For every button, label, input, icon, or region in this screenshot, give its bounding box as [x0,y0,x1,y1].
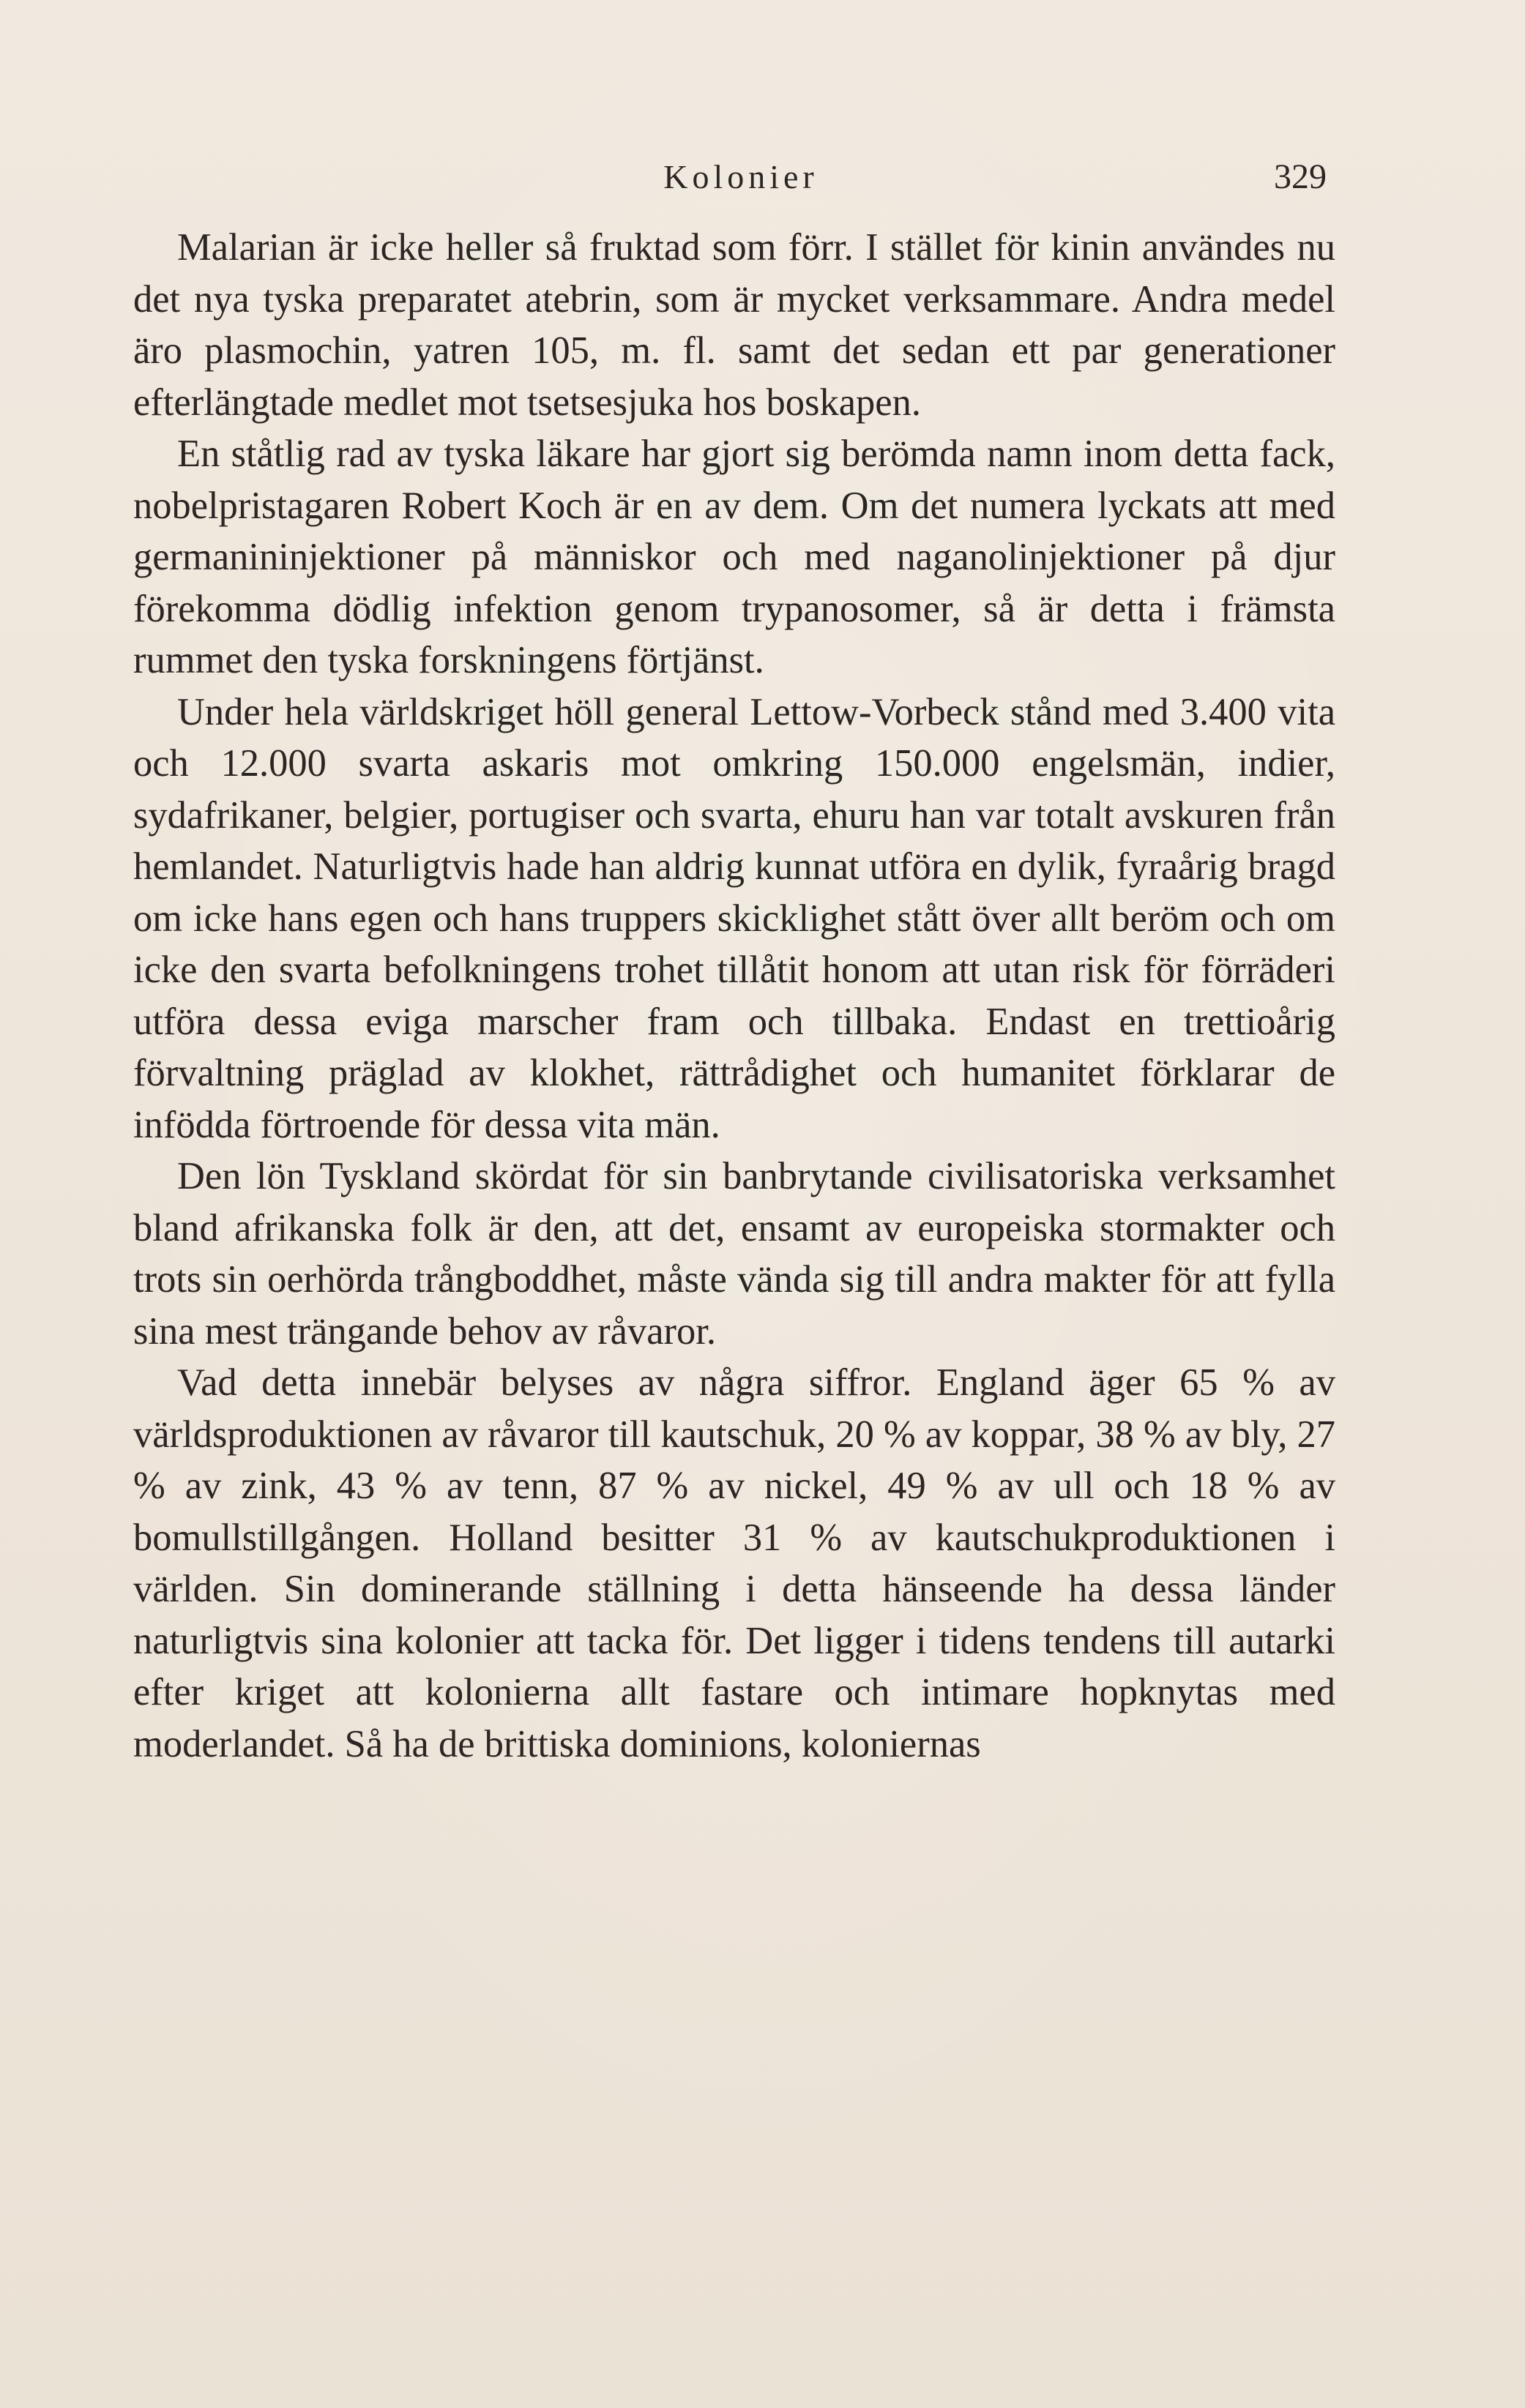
paragraph-german-doctors: En ståtlig rad av tyska läkare har gjort sig berömda namn inom detta fack, nobelpristagaren Robert Koch är en av dem. Om det numera lyckats att med germanininjektioner på människor och med naganolinjektioner på djur förekomma dödlig infektion genom trypanosomer, så är detta i främsta rummet den tyska forskningens förtjänst. [133,433,1335,681]
paragraph-malaria: Malarian är icke heller så fruktad som förr. I stället för kinin användes nu det nya tyska preparatet atebrin, som är mycket verksammare. Andra medel äro plasmochin, yatren 105, m. fl. samt det sedan ett par generationer efterlängtade medlet mot tsetsesjuka hos boskapen. [133,226,1335,424]
page-number: 329 [1274,157,1327,196]
paragraph-lettow-vorbeck: Under hela världskriget höll general Lettow-Vorbeck stånd med 3.400 vita och 12.000 svarta askaris mot omkring 150.000 engelsmän, indier, sydafrikaner, belgier, portugiser och svarta, ehuru han var totalt avskuren från hemlandet. Naturligtvis hade han aldrig kunnat utföra en dylik, fyraårig bragd om icke hans egen och hans truppers skicklighet stått över allt beröm och om icke den svarta befolkningens trohet tillåtit honom att utan risk för förräderi utföra dessa eviga marscher fram och tillbaka. Endast en trettioårig förvaltning präglad av klokhet, rättrådighet och humanitet förklarar de infödda förtroende för dessa vita män. [133,690,1335,1146]
paragraph-statistics: Vad detta innebär belyses av några siffror. England äger 65 % av världsproduktionen av råvaror till kautschuk, 20 % av koppar, 38 % av bly, 27 % av zink, 43 % av tenn, 87 % av nickel, 49 % av ull och 18 % av bomullstillgången. Holland besitter 31 % av kautschukproduktionen i världen. Sin dominerande ställning i detta hänseende ha dessa länder naturligtvis sina kolonier att tacka för. Det ligger i tidens tendens till autarki efter kriget att kolonierna allt fastare och intimare hopknytas med moderlandet. Så ha de brittiska dominions, koloniernas [133,1361,1336,1765]
body-text [133,222,1335,1770]
running-head [133,155,1349,199]
paragraph-raw-materials-need: Den lön Tyskland skördat för sin banbrytande civilisatoriska verksamhet bland afrikanska folk är den, att det, ensamt av europeiska stormakter och trots sin oerhörda trångboddhet, måste vända sig till andra makter för att fylla sina mest trängande behov av råvaror. [133,1155,1335,1353]
running-title: Kolonier [663,158,819,195]
